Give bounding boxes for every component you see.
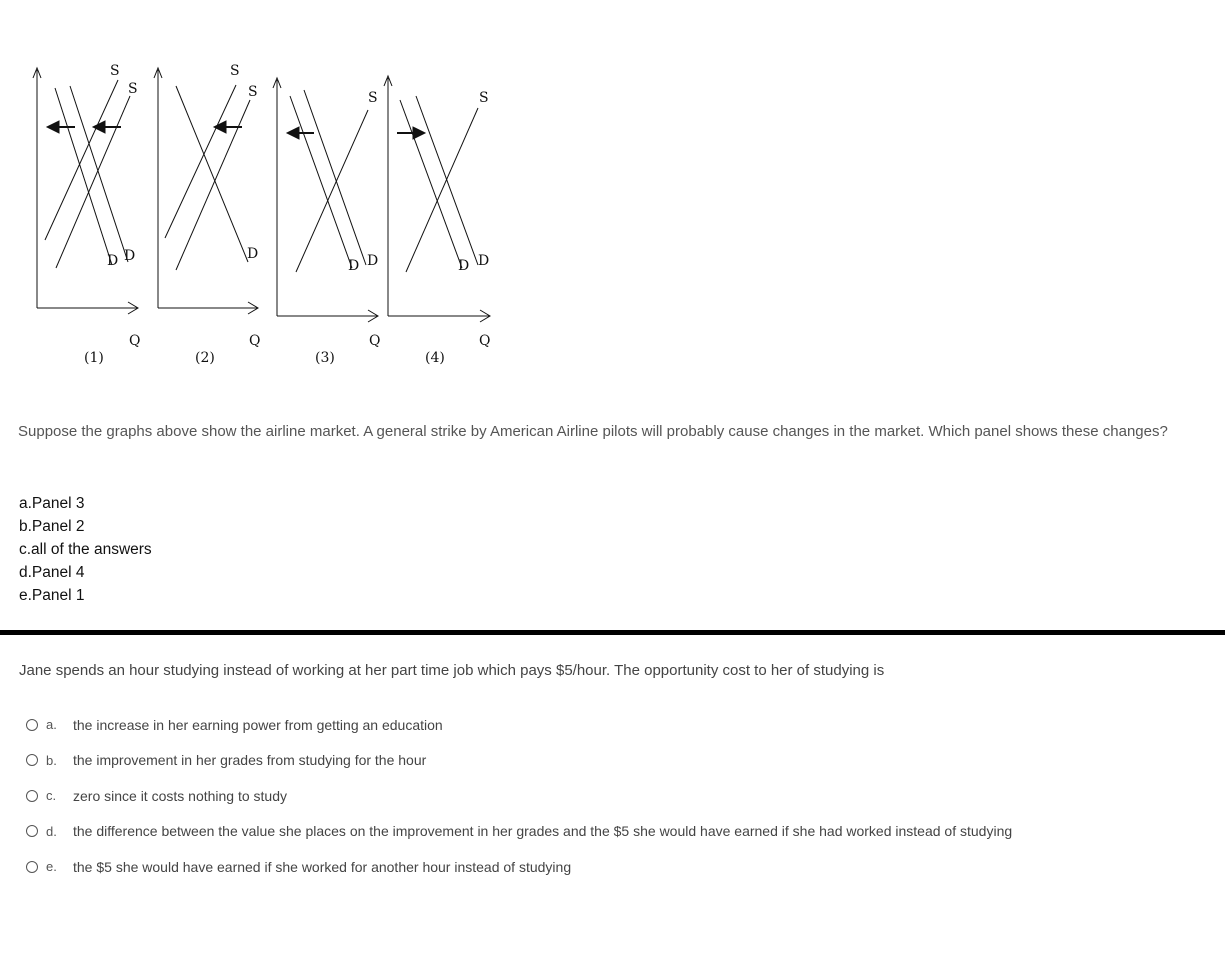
q-axis-label: Q	[369, 333, 381, 349]
radio-button[interactable]	[26, 719, 38, 731]
option-text: the improvement in her grades from studying for the hour	[73, 752, 427, 769]
supply-curve	[56, 96, 130, 268]
answer-option-c[interactable]	[26, 778, 1012, 814]
option-letter: d.	[46, 823, 57, 839]
radio-button[interactable]	[26, 861, 38, 873]
q-axis-label: Q	[479, 333, 491, 349]
demand-curve	[55, 88, 112, 265]
option-text: the difference between the value she places on the improvement in her grades and the $5 she would have earned if she had worked instead of studying	[73, 823, 1013, 840]
radio-button[interactable]	[26, 790, 38, 802]
demand-curve	[70, 86, 128, 262]
question-1-options	[19, 492, 152, 607]
answer-option-c[interactable]: c.all of the answers	[19, 541, 152, 558]
demand-label: D	[478, 253, 490, 269]
panel-2	[154, 68, 258, 314]
option-letter: b.	[46, 752, 57, 768]
answer-option-d[interactable]: d.Panel 4	[19, 564, 85, 581]
option-letter: a.	[46, 717, 57, 733]
q-axis-label: Q	[129, 333, 141, 349]
supply-label: S	[230, 63, 240, 79]
demand-label: D	[458, 258, 470, 274]
demand-curve	[304, 90, 366, 265]
panel-4	[384, 76, 490, 322]
panel-number: (3)	[315, 350, 335, 366]
answer-option-a[interactable]	[26, 707, 1012, 743]
panel-number: (4)	[425, 350, 445, 366]
option-text: the $5 she would have earned if she worked for another hour instead of studying	[73, 858, 572, 875]
answer-option-a[interactable]: a.Panel 3	[19, 495, 85, 512]
supply-curve	[165, 85, 236, 238]
demand-label: D	[107, 253, 119, 269]
supply-label: S	[479, 90, 489, 106]
radio-button[interactable]	[26, 754, 38, 766]
panel-number: (2)	[195, 350, 215, 366]
answer-option-e[interactable]	[26, 849, 1012, 885]
supply-curve	[296, 110, 368, 272]
q-axis-label: Q	[249, 333, 261, 349]
question-divider	[0, 630, 1225, 635]
arrowhead	[214, 121, 226, 133]
question-2-options	[26, 707, 1012, 885]
supply-demand-figure	[0, 55, 520, 385]
demand-label: D	[247, 246, 259, 262]
demand-curve	[176, 86, 248, 262]
answer-option-b[interactable]	[26, 743, 1012, 779]
question-1-text: Suppose the graphs above show the airline market. A general strike by American Airline pilots will probably cause changes in the market. Which panel shows these changes?	[18, 423, 1168, 440]
supply-curve	[45, 80, 118, 240]
radio-button[interactable]	[26, 825, 38, 837]
demand-curve	[290, 96, 352, 268]
option-text: zero since it costs nothing to study	[73, 787, 287, 804]
panel-number: (1)	[84, 350, 104, 366]
arrowhead	[287, 127, 299, 139]
answer-option-d[interactable]	[26, 814, 1012, 850]
supply-curve	[176, 100, 250, 270]
demand-label: D	[348, 258, 360, 274]
demand-curve	[416, 96, 478, 265]
supply-label: S	[110, 63, 120, 79]
arrowhead	[413, 127, 425, 139]
supply-label: S	[368, 90, 378, 106]
supply-label: S	[248, 84, 258, 100]
option-letter: e.	[46, 859, 57, 875]
panel-3	[273, 78, 378, 322]
answer-option-e[interactable]: e.Panel 1	[19, 587, 85, 604]
arrowhead	[47, 121, 59, 133]
option-letter: c.	[46, 788, 57, 804]
panel-1	[33, 68, 138, 314]
option-text: the increase in her earning power from getting an education	[73, 716, 443, 733]
answer-option-b[interactable]: b.Panel 2	[19, 518, 85, 535]
demand-label: D	[367, 253, 379, 269]
question-2-text: Jane spends an hour studying instead of working at her part time job which pays $5/hour. The opportunity cost to her of studying is	[19, 662, 885, 679]
demand-curve	[400, 100, 462, 268]
supply-label: S	[128, 81, 138, 97]
demand-label: D	[124, 248, 136, 264]
